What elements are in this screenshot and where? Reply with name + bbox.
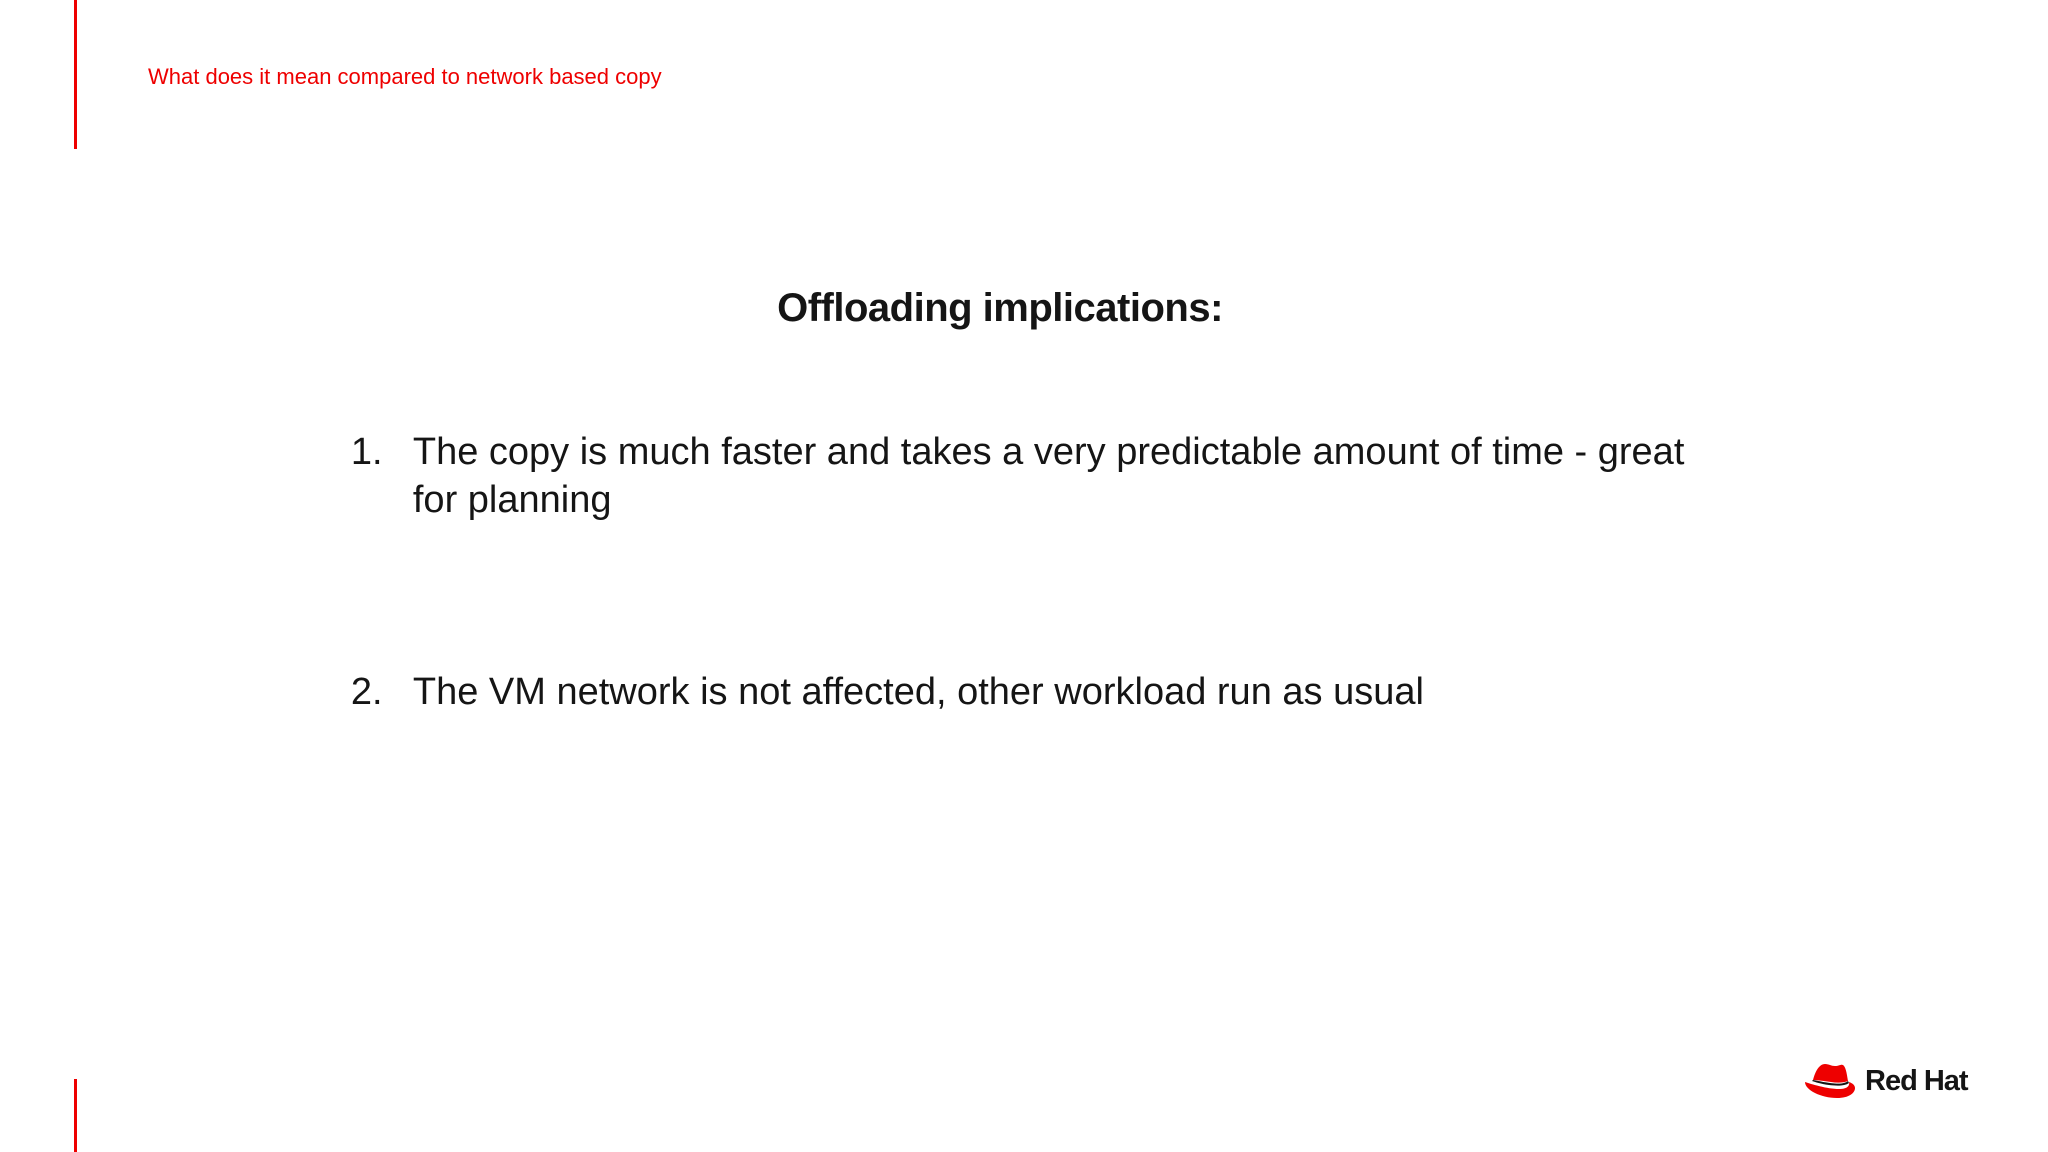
- top-accent-line: [74, 0, 77, 149]
- list-item-text: The copy is much faster and takes a very predictable amount of time - great for planning: [412, 431, 1685, 521]
- red-hat-logo: [1803, 1060, 1968, 1102]
- list-item: [300, 428, 1700, 524]
- slide-title: Offloading implications:: [777, 286, 1223, 330]
- list-item-number: 2.: [350, 671, 383, 713]
- section-label: What does it mean compared to network based copy: [148, 64, 662, 89]
- list-item: [300, 668, 1700, 716]
- red-hat-fedora-icon: [1803, 1060, 1857, 1102]
- list-item-text: The VM network is not affected, other workload run as usual: [412, 671, 1424, 713]
- logo-text: Red Hat: [1865, 1064, 1968, 1097]
- bottom-accent-line: [74, 1079, 77, 1152]
- list-item-number: 1.: [350, 431, 383, 473]
